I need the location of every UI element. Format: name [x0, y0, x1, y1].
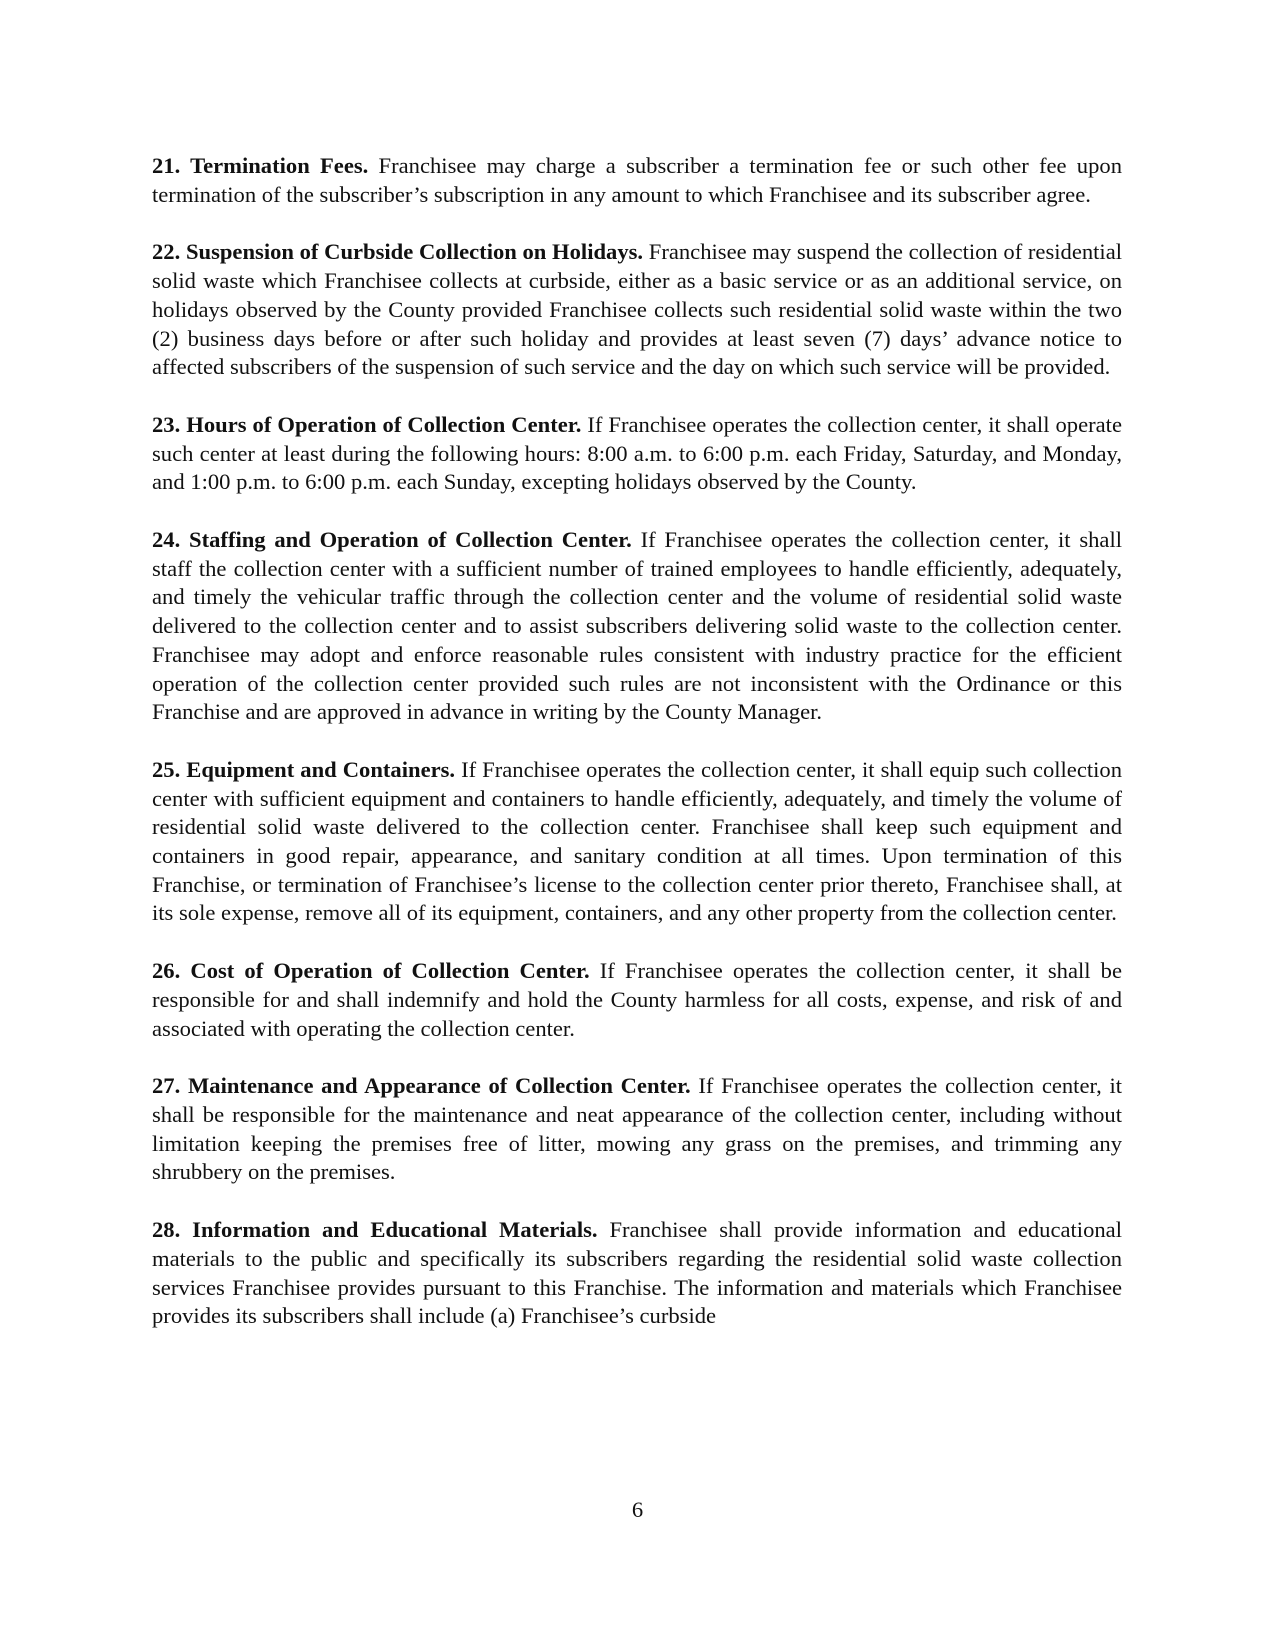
- section-27: [152, 1072, 1122, 1187]
- section-number: 27.: [152, 1073, 181, 1099]
- section-title: Maintenance and Appearance of Collection Center.: [187, 1073, 691, 1099]
- section-text: If Franchisee operates the collection center, it shall be responsible for the maintenance and neat appearance of the collection center, including without limitation keeping the premises free of litter, mowing any grass on the premises, and trimming any shrubbery on the premises.: [152, 1073, 1123, 1185]
- section-number: 25.: [152, 756, 181, 782]
- section-title: Termination Fees.: [190, 153, 369, 178]
- section-number: 28.: [152, 1217, 181, 1243]
- page-number: 6: [631, 1497, 644, 1522]
- section-text: Franchisee shall provide information and educational materials to the public and specifically its subscribers regarding the residential solid waste collection services Franchisee provides pursuant to this Franchise. The information and materials which Franchisee provides its subscribers shall include (a) Franchisee’s curbside: [152, 1217, 1122, 1329]
- section-number: 21.: [152, 153, 181, 178]
- section-heading: [152, 757, 455, 782]
- section-text: If Franchisee operates the collection center, it shall operate such center at least during the following hours: 8:00 a.m. to 6:00 p.m. each Friday, Saturday, and Monday, and 1:00 p.m. to 6:00 p.m. each Sunday, excepting holidays observed by the County.: [152, 411, 1122, 495]
- section-title: Information and Educational Materials.: [192, 1217, 598, 1243]
- section-title: Cost of Operation of Collection Center.: [190, 958, 590, 984]
- section-heading: [152, 1217, 598, 1242]
- section-title: Equipment and Containers.: [186, 756, 456, 782]
- section-heading: [152, 153, 368, 178]
- section-heading: [152, 958, 590, 983]
- section-number: 23.: [152, 411, 181, 437]
- section-24: [152, 526, 1122, 727]
- section-21: [152, 152, 1122, 209]
- section-28: [152, 1216, 1122, 1331]
- section-number: 22.: [152, 239, 181, 265]
- section-title: Hours of Operation of Collection Center.: [186, 411, 582, 437]
- document-body: [152, 152, 1122, 1360]
- section-26: [152, 957, 1122, 1043]
- section-heading: [152, 527, 632, 552]
- section-number: 24.: [152, 527, 181, 553]
- section-text: If Franchisee operates the collection center, it shall equip such collection center with sufficient equipment and containers to handle efficiently, adequately, and timely the volume of residential solid waste delivered to the collection center. Franchisee shall keep such equipment and containers in good repair, appearance, and sanitary condition at all times. Upon termination of this Franchise, or termination of Franchisee’s license to the collection center prior thereto, Franchisee shall, at its sole expense, remove all of its equipment, containers, and any other property from the collection center.: [152, 756, 1122, 926]
- section-text: Franchisee may charge a subscriber a termination fee or such other fee upon termination of the subscriber’s subscription in any amount to which Franchisee and its subscriber agree.: [152, 153, 1122, 207]
- section-heading: [152, 239, 643, 264]
- section-22: [152, 238, 1122, 382]
- section-number: 26.: [152, 958, 181, 984]
- section-heading: [152, 1073, 691, 1098]
- section-heading: [152, 412, 581, 437]
- section-text: If Franchisee operates the collection center, it shall be responsible for and shall indemnify and hold the County harmless for all costs, expense, and risk of and associated with operating the collection center.: [152, 958, 1122, 1041]
- section-text: If Franchisee operates the collection center, it shall staff the collection center with a sufficient number of trained employees to handle efficiently, adequately, and timely the vehicular traffic through the collection center and the volume of residential solid waste delivered to the collection center and to assist subscribers delivering solid waste to the collection center. Franchisee may adopt and enforce reasonable rules consistent with industry practice for the efficient operation of the collection center provided such rules are not inconsistent with the Ordinance or this Franchise and are approved in advance in writing by the County Manager.: [152, 527, 1122, 725]
- section-title: Suspension of Curbside Collection on Holidays.: [185, 239, 644, 265]
- section-25: [152, 756, 1122, 928]
- section-title: Staffing and Operation of Collection Center.: [189, 527, 632, 553]
- section-23: [152, 411, 1122, 497]
- section-text: Franchisee may suspend the collection of residential solid waste which Franchisee collects at curbside, either as a basic service or as an additional service, on holidays observed by the County provided Franchisee collects such residential solid waste within the two (2) business days before or after such holiday and provides at least seven (7) days’ advance notice to affected subscribers of the suspension of such service and the day on which such service will be provided.: [152, 239, 1122, 380]
